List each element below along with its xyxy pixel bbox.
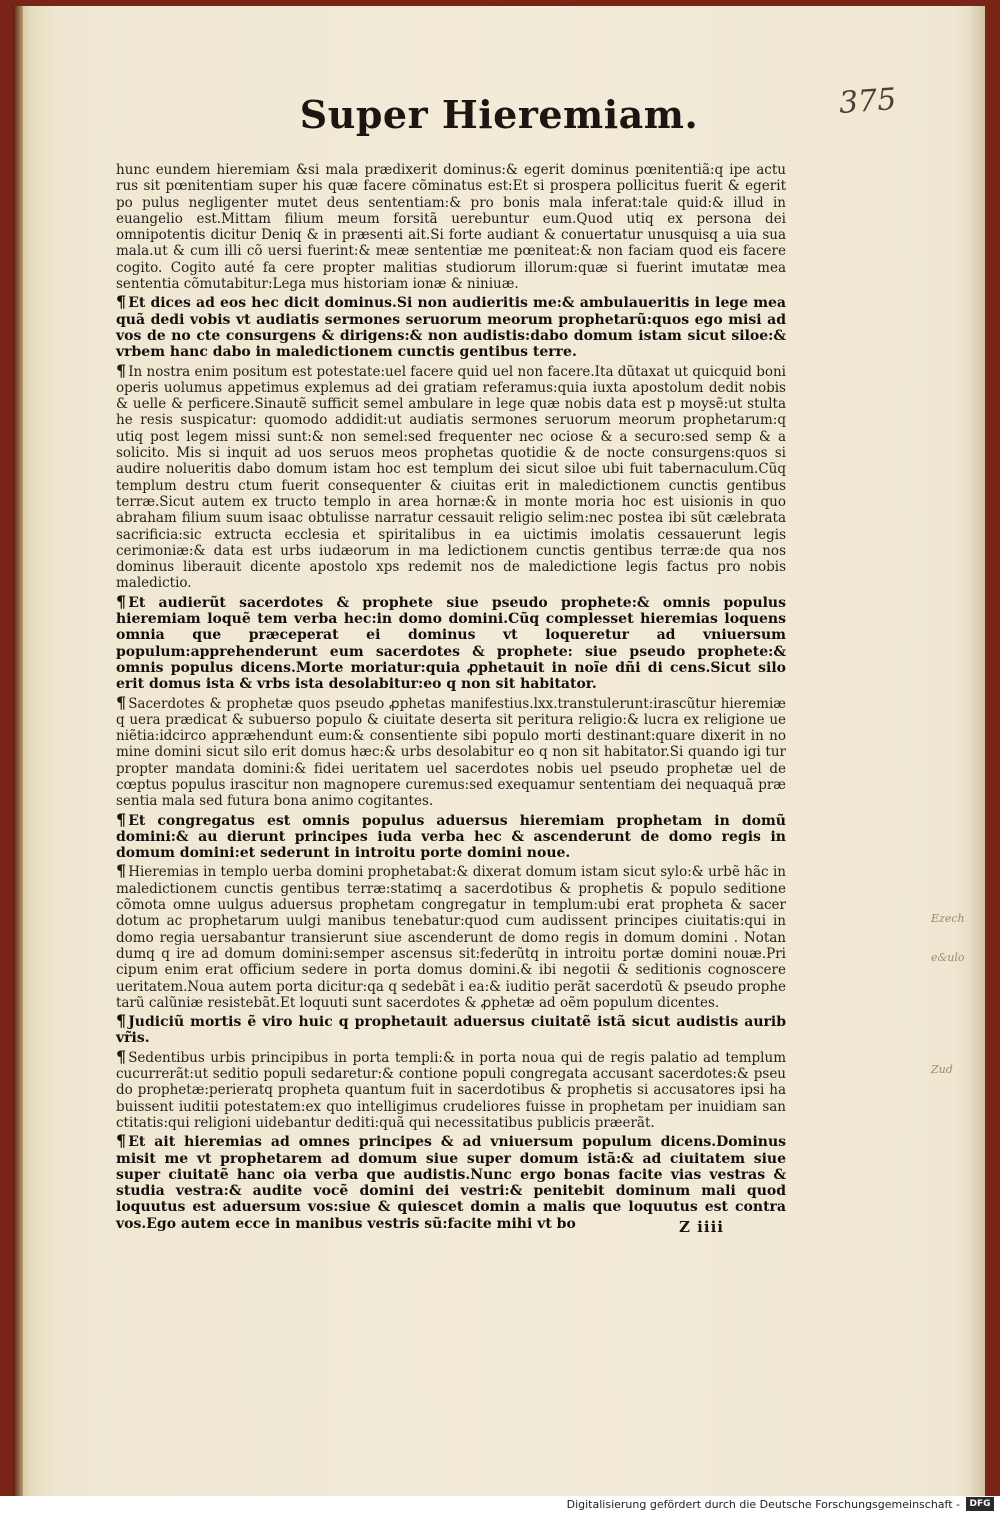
footer-credit: Digitalisierung gefördert durch die Deutsche Forschungsgemeinschaft - xyxy=(566,1498,960,1511)
paragraph-text: hunc eundem hieremiam &si mala prædixerit dominus:& egerit dominus pœnitentiã:q ipe actu rus sit pœnitentiam super his quæ facere cõminatus est:Et si prospera pollicitus fuerit & egerit po pulus negligenter mutet deus sententiam:& pro bonis mala inferat:tale quid:& illud in euangelio est.Mittam filium meum forsitã uerebuntur eum.Quod utiq ex persona dei omnipotentis dicitur Deniq & in præsenti ait.Si forte audiant & conuertatur unusquisq a uia sua mala.ut & cum illi cõ uersi fuerint:& meæ sententiæ me pœniteat:& non faciam quod eis facere cogito. Cogito auté fa cere propter malitias studiorum illorum:quæ si fuerint imutatæ mea sententia cõmutabitur:Lega mus historiam ionæ & niniuæ. xyxy=(116,162,786,293)
lemma-paragraph xyxy=(116,294,786,360)
commentary-paragraph xyxy=(116,360,786,592)
margin-note: Zud xyxy=(931,1063,953,1076)
paragraph-text: Et dices ad eos hec dicit dominus.Si non audieritis me:& ambulaueritis in lege mea quã dedi vobis vt audiatis sermones seruorum meorum prophetarũ:quos ego misi ad vos de no cte consurgens & dirigens:& non audistis:dabo domum istam sicut siloe:& vrbem hanc dabo in maledictionem cunctis gentibus terre. xyxy=(116,295,786,361)
paragraph-text: Et ait hieremias ad omnes principes & ad vniuersum populum dicens.Dominus misit me vt prophetarem ad domum siue super domum istã:& ad ciuitatem siue super ciuitatẽ hanc oia verba que audistis.Nunc ergo bonas facite vias vestras & studia vestra:& audite vocẽ domini dei vestri:& penitebit dominum mali quod loquutus est aduersum vos:siue & quiescet domin a malis que loquutus est contra vos.Ego autem ecce in manibus vestris sũ:facite mihi vt bo xyxy=(116,1134,786,1232)
commentary-paragraph xyxy=(116,1046,786,1131)
book-page xyxy=(13,6,985,1496)
paragraph-mark-icon: ¶ xyxy=(116,692,127,712)
paragraph-mark-icon: ¶ xyxy=(116,1011,127,1031)
commentary-paragraph xyxy=(116,863,786,1011)
paragraph-text: Sacerdotes & prophetæ quos pseudo ꝓphetas manifestius.lxx.transtulerunt:irascũtur hieremiæ q uera prædicat & subuerso populo & ciuitate deserta sit peritura religio:& lucra ex religione ue niẽtia:idcirco appræhendunt eum:& consentiente sibi populo morti destinant:quare dixerit in no mine domini sicut silo erit domus hæc:& urbs desolabitur eo q non sit habitator.Si quando igi tur propter mandata domini:& fidei ueritatem uel sacerdotes nobis uel pseudo prophetæ uel de cœptus populus irascitur non magnopere curemus:sed exequamur sententiam dei nequaquã præ sentia mala sed futura bona animo cogitantes. xyxy=(116,695,786,810)
paragraph-text: Hieremias in templo uerba domini prophetabat:& dixerat domum istam sicut sylo:& urbẽ hãc in maledictionem cunctis gentibus terræ:statimq a sacerdotibus & prophetis & populo seditione cõmota omne uulgus aduersus prophetam congregatur in templum:ubi erat propheta & sacer dotum ac prophetarum uulgi manibus tenebatur:quod cum audissent principes ciuitatis:qui in domo regia uersabantur transierunt siue ascenderunt de domo regis in domum domini . Notan dumq q ire ad domum domini:semper ascensus sit:federũtq in introitu portæ domini nouæ.Pri cipum enim erat officium sedere in porta domus domini.& ibi negotii & seditionis cognoscere ueritatem.Noua autem porta dicitur:qa q sedebãt i ea:& iuditio perãt sacerdotũ & pseudo prophe tarũ calũniæ resistebãt.Et loquuti sunt sacerdotes & ꝓphetæ ad oẽm populum dicentes. xyxy=(116,864,786,1011)
binding-edge xyxy=(13,6,23,1496)
paragraph-mark-icon: ¶ xyxy=(116,861,127,881)
paragraph-mark-icon: ¶ xyxy=(116,809,127,829)
paragraph-text: Et congregatus est omnis populus aduersus hieremiam prophetam in domũ domini:& au dierunt principes iuda verba hec & ascenderunt de domo regis in domum domini:et sederunt in introitu porte domini noue. xyxy=(116,812,786,862)
paragraph-mark-icon: ¶ xyxy=(116,1046,127,1066)
page-fore-edge xyxy=(969,6,985,1496)
paragraph-mark-icon: ¶ xyxy=(116,360,127,380)
dfg-logo: DFG xyxy=(966,1497,994,1511)
paragraph-mark-icon: ¶ xyxy=(116,591,127,611)
paragraph-text: Judiciũ mortis ẽ viro huic q prophetauit aduersus ciuitatẽ istã sicut audistis aurib vr̃is. xyxy=(116,1014,786,1047)
paragraph-text: In nostra enim positum est potestate:uel facere quid uel non facere.Ita dũtaxat ut quicquid boni operis uolumus appetimus explemus ad dei gratiam referamus:quia iuxta apostolum dedit nobis & uelle & perficere.Sinautẽ sufficit semel ambulare in lege quæ nobis data est p moysẽ:ut stulta he resis suspicatur: quomodo addidit:ut audiatis sermones seruorum meorum prophetarum:q utiq post legem missi sunt:& non semel:sed frequenter nec ociose & a securo:sed semp & a solicito. Mis si inquit ad uos seruos meos prophetas quotidie & de nocte consurgens:quos si audire nolueritis dabo domum istam hoc est templum dei sicut siloe ubi fuit tabernaculum.Cũq templum destru ctum fuerit consequenter & ciuitas erit in maledictionem cunctis gentibus terræ.Sicut autem ex tructo templo in area hornæ:& in monte moria hoc est uisionis in quo abraham filium suum isaac obtulisse narratur cessauit religio selim:nec postea ibi sũt cælebrata sacrificia:sic extructa ecclesia et spiritalibus in ea uictimis imolatis cessauerunt legis cerimoniæ:& data est urbs iudæorum in ma ledictionem cunctis gentibus terræ:de qua nos dominus liberauit dicente apostolo xps redemit nos de maledictione legis factus pro nobis maledictio. xyxy=(116,363,786,592)
footer-bar xyxy=(0,1496,1000,1515)
margin-note: e&ulo xyxy=(931,951,965,964)
paragraph-mark-icon: ¶ xyxy=(116,292,127,312)
page-header: Super Hieremiam. xyxy=(299,92,699,137)
folio-number: 375 xyxy=(837,82,898,121)
lemma-paragraph xyxy=(116,591,786,693)
commentary-paragraph xyxy=(116,692,786,810)
paragraph-text: Sedentibus urbis principibus in porta templi:& in porta noua qui de regis palatio ad templum cucurrerãt:ut seditio populi sedaretur:& contione populi congregata accusant sacerdotes:& pseu do prophetæ:perieratq propheta quantum fuit in sacerdotibus & prophetis si accusatores ipsi ha buissent iuditii potestatem:ex quo intelligimus crudeliores fuisse in prophetam per inuidiam san ctitatis:qui religioni uidebantur dediti:quã qui necessitatibus publicis præerãt. xyxy=(116,1049,786,1131)
signature-mark: Z iiii xyxy=(679,1218,724,1236)
lemma-paragraph xyxy=(116,1013,786,1047)
margin-note: Ezech xyxy=(931,912,965,925)
paragraph-mark-icon: ¶ xyxy=(116,1131,127,1151)
commentary-paragraph xyxy=(116,162,786,292)
paragraph-text: Et audierũt sacerdotes & prophete siue pseudo prophete:& omnis populus hieremiam loquẽ tem verba hec:in domo domini.Cũq complesset hieremias loquens omnia que præceperat ei dominus vt loqueretur ad vniuersum populum:apprehenderunt eum sacerdotes & prophete: siue pseudo prophete:& omnis populus dicens.Morte moriatur:quia ꝓphetauit in noĩe dñi di cens.Sicut silo erit domus ista & vrbs ista desolabitur:eo q non sit habitator. xyxy=(116,594,786,693)
lemma-paragraph xyxy=(116,809,786,862)
text-block xyxy=(116,162,786,1234)
